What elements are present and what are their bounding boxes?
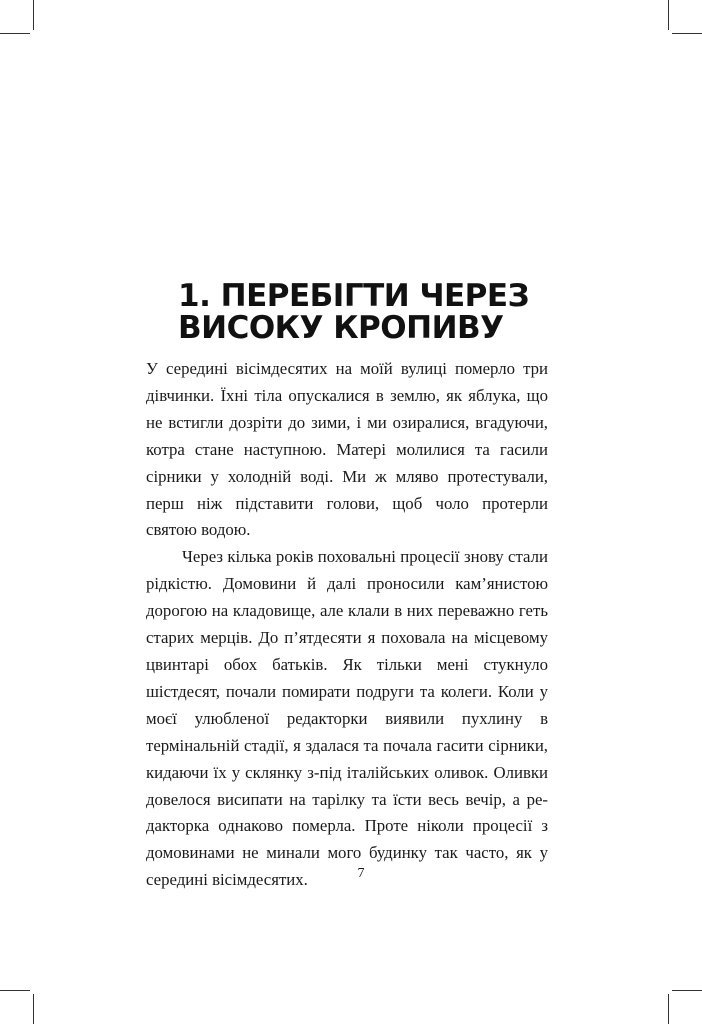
paragraph-1: У середині вісімдесятих на моїй вулиці померло три дівчинки. Їхні тіла опускалися в землю, як яблука, що не встигли дозріти до зими, і ми озиралися, вгадуючи, котра стане наступною. Матері молилися та гасили сірники у холодній воді. Ми ж мляво протестували, перш ніж підставити голови, щоб чоло протерли святою водою.	[146, 359, 548, 540]
page-number: 7	[357, 866, 365, 881]
crop-mark-bottom-right-horizontal	[672, 990, 702, 991]
crop-mark-bottom-right-vertical	[668, 994, 669, 1024]
crop-mark-top-right-vertical	[668, 0, 669, 30]
crop-mark-top-left-vertical	[33, 0, 34, 30]
crop-mark-bottom-left-vertical	[33, 994, 34, 1024]
paragraph-2: Через кілька років поховальні процесії знову стали рідкістю. Домовини й далі проносили кам’янистою дорогою на кладовище, але клали в них переважно геть старих мерців. До п’ятдесяти я поховала на місцевому цвинтарі обох батьків. Як тільки мені стукнуло шістдесят, почали помирати подруги та колеги. Коли у моєї улюбленої редакторки виявили пухлину в термінальній стадії, я здалася та почала гасити сірники, кидаючи їх у склянку з-під італійських оливок. Оливки довелося висипати на тарілку та їсти весь вечір, а редакторка однаково померла. Проте ніколи процесії з домовинами не минали мого будинку так часто, як у середині вісімдесятих.	[146, 547, 548, 890]
chapter-title-line-1: 1. ПЕРЕБІГТИ ЧЕРЕЗ	[178, 278, 530, 314]
chapter-body	[146, 356, 548, 894]
crop-mark-top-left-horizontal	[0, 33, 30, 34]
chapter-title	[178, 280, 598, 344]
chapter-title-line-2: ВИСОКУ КРОПИВУ	[178, 310, 504, 346]
crop-mark-top-right-horizontal	[672, 33, 702, 34]
crop-mark-bottom-left-horizontal	[0, 990, 30, 991]
